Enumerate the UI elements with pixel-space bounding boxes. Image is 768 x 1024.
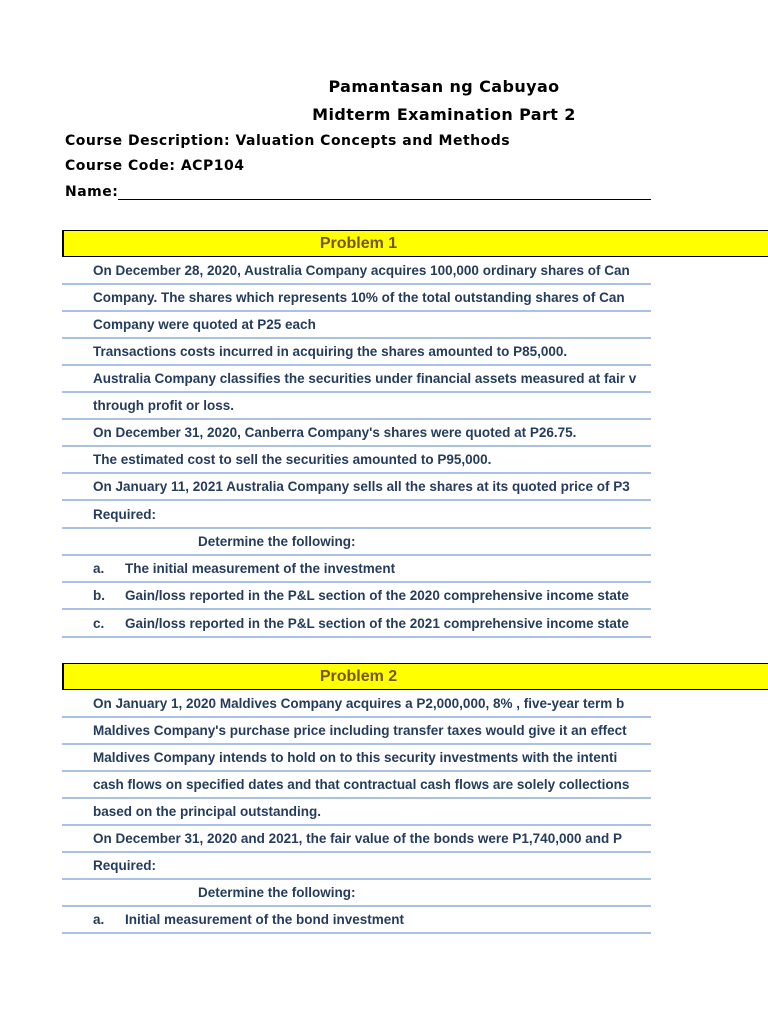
problem-1-item [62, 583, 651, 610]
problem-text: cash flows on specified dates and that contractual cash flows are solely collections [93, 777, 630, 792]
problem-1-line [62, 258, 651, 285]
problem-text: On January 1, 2020 Maldives Company acquires a P2,000,000, 8% , five-year term b [93, 696, 625, 711]
course-code: Course Code: ACP104 [65, 158, 245, 174]
problem-2-title: Problem 2 [319, 668, 398, 685]
problem-text: Company were quoted at P25 each [93, 317, 316, 332]
problem-2-line [62, 745, 651, 772]
problem-text: Maldives Company's purchase price including transfer taxes would give it an effect [93, 723, 627, 738]
exam-title: Midterm Examination Part 2 [312, 105, 576, 124]
problem-2-line [62, 799, 651, 826]
problem-2-required [62, 853, 651, 880]
problem-2-header [62, 663, 768, 690]
problem-2-line [62, 718, 651, 745]
problem-1-line [62, 366, 651, 393]
problem-text: On December 28, 2020, Australia Company acquires 100,000 ordinary shares of Can [93, 263, 630, 278]
problem-1-line [62, 474, 651, 501]
problem-1-line [62, 420, 651, 447]
item-text: The initial measurement of the investment [125, 561, 396, 576]
problem-2-item [62, 907, 651, 934]
instruction-text: Determine the following: [198, 534, 356, 549]
university-title: Pamantasan ng Cabuyao [328, 77, 560, 96]
problem-text: The estimated cost to sell the securities amounted to P95,000. [93, 452, 492, 467]
item-text: Initial measurement of the bond investment [125, 912, 405, 927]
item-label: c. [93, 616, 105, 631]
item-text: Gain/loss reported in the P&L section of the 2020 comprehensive income state [125, 588, 629, 603]
name-label: Name: [65, 184, 119, 200]
problem-2-line [62, 691, 651, 718]
problem-text: Australia Company classifies the securities under financial assets measured at fair v [93, 371, 637, 386]
problem-1-instruction [62, 529, 651, 556]
problem-text: On December 31, 2020, Canberra Company's shares were quoted at P26.75. [93, 425, 577, 440]
problem-1-line [62, 339, 651, 366]
problem-text: On January 11, 2021 Australia Company sells all the shares at its quoted price of P3 [93, 479, 630, 494]
problem-1-required [62, 502, 651, 529]
problem-text: Maldives Company intends to hold on to this security investments with the intenti [93, 750, 618, 765]
problem-2-instruction [62, 880, 651, 907]
problem-1-header [62, 230, 768, 257]
problem-1-line [62, 312, 651, 339]
problem-text: On December 31, 2020 and 2021, the fair value of the bonds were P1,740,000 and P [93, 831, 622, 846]
name-field-line [118, 199, 651, 200]
problem-2-line [62, 826, 651, 853]
instruction-text: Determine the following: [198, 885, 356, 900]
course-description: Course Description: Valuation Concepts and Methods [65, 133, 511, 149]
problem-1-item [62, 556, 651, 583]
problem-text: Transactions costs incurred in acquiring the shares amounted to P85,000. [93, 344, 568, 359]
problem-text: through profit or loss. [93, 398, 234, 413]
item-label: a. [93, 912, 105, 927]
item-label: b. [93, 588, 105, 603]
problem-1-line [62, 393, 651, 420]
problem-1-line [62, 285, 651, 312]
problem-2-line [62, 772, 651, 799]
problem-1-title: Problem 1 [319, 235, 398, 252]
item-label: a. [93, 561, 105, 576]
problem-1-item [62, 611, 651, 638]
item-text: Gain/loss reported in the P&L section of the 2021 comprehensive income state [125, 616, 629, 631]
problem-1-line [62, 447, 651, 474]
problem-text: based on the principal outstanding. [93, 804, 322, 819]
required-label: Required: [93, 507, 157, 522]
problem-text: Company. The shares which represents 10% of the total outstanding shares of Can [93, 290, 625, 305]
required-label: Required: [93, 858, 157, 873]
